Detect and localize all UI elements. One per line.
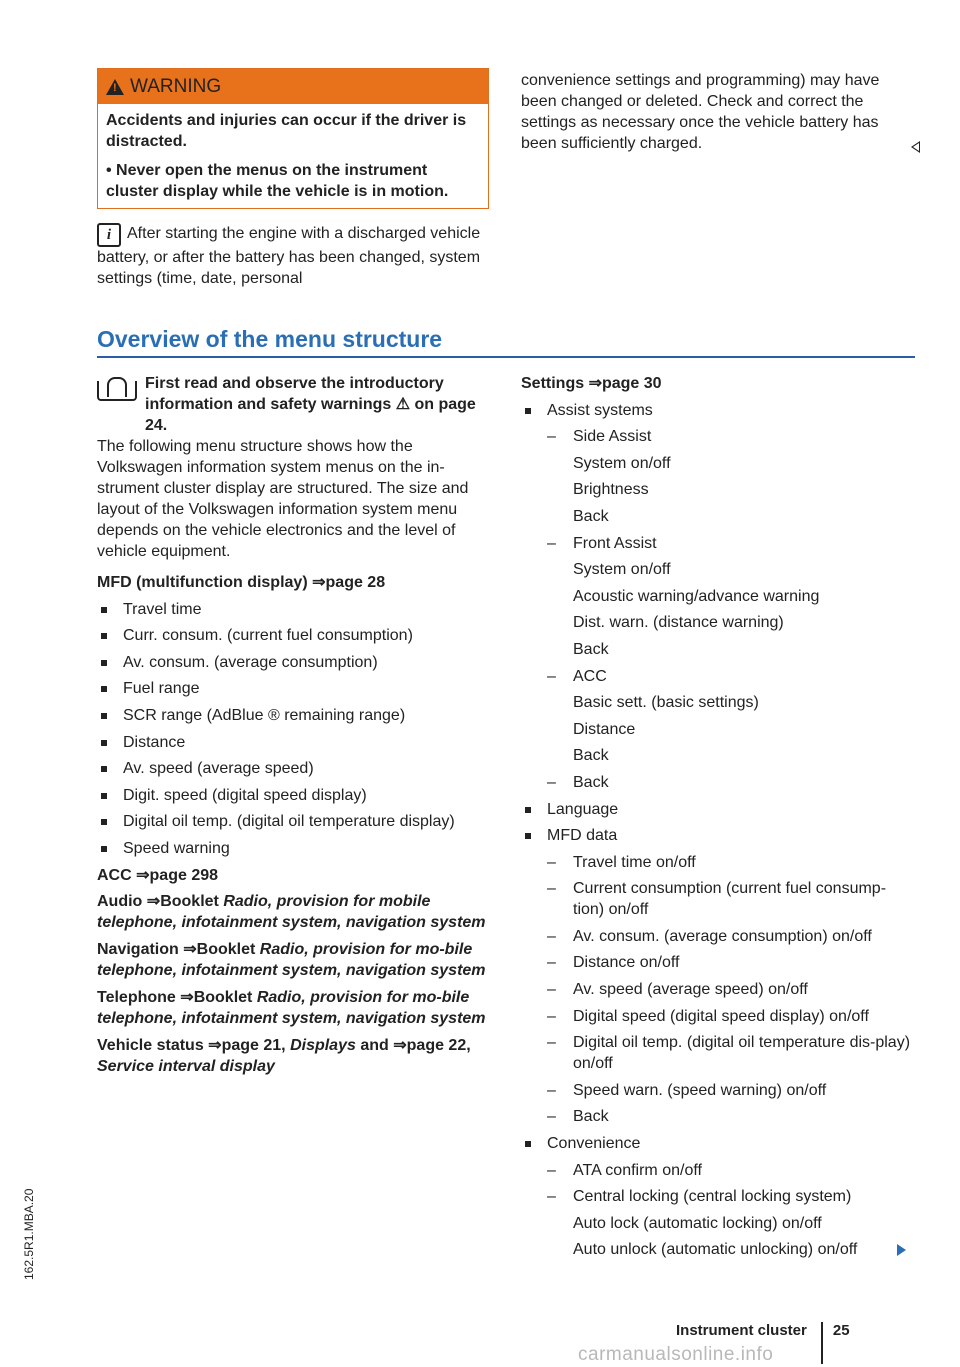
mfd-data-option: – Av. speed (average speed) on/off (521, 979, 916, 1000)
settings-heading-text: Settings (521, 375, 585, 392)
watermark: carmanualsonline.info (578, 1344, 774, 1365)
auto-unlock-option (521, 1239, 916, 1260)
assist-back-item: – Back (521, 772, 916, 793)
auto-lock-text: Auto lock (automatic locking) on/off (573, 1214, 822, 1232)
navigation-ref: ⇒Booklet (183, 940, 256, 958)
convenience-options (521, 1160, 916, 1208)
front-assist-option: Acoustic warning/advance warning (573, 587, 820, 605)
settings-list (521, 400, 916, 421)
auto-lock-option (521, 1213, 916, 1234)
continue-arrow-icon (897, 1244, 906, 1256)
mfd-data-option: – Current consumption (current fuel consump-tion) on/off (521, 878, 916, 920)
warning-line-2: • Never open the menus on the instrument cluster display while the vehicle is in motion. (106, 162, 449, 200)
vehicle-status-ref-1: ⇒page 21, (208, 1036, 286, 1054)
info-note-text: After starting the engine with a discharged vehicle battery, or after the battery has been changed, system settings (time, date, personal (97, 225, 481, 287)
mfd-list (97, 599, 492, 859)
intro-warning (97, 373, 492, 436)
side-code: 162.5R1.MBA.20 (22, 1188, 36, 1280)
left-top-column (97, 68, 490, 289)
warning-triangle-icon (106, 79, 124, 95)
vehicle-status-heading-text: Vehicle status (97, 1036, 204, 1054)
navigation-heading (97, 939, 492, 981)
mfd-data-item: MFD data (521, 825, 916, 846)
mfd-data-options (521, 852, 916, 1128)
auto-unlock-text: Auto unlock (automatic unlocking) on/off (573, 1241, 858, 1259)
audio-ref: ⇒Booklet (146, 892, 219, 910)
mfd-data-option: – Travel time on/off (521, 852, 916, 873)
vehicle-status-title-1: Displays (290, 1036, 356, 1054)
mfd-item: Speed warning (97, 838, 492, 859)
warning-title: WARNING (130, 75, 222, 97)
book-icon (97, 377, 137, 403)
mfd-heading-text: MFD (multifunction display) (97, 574, 308, 591)
footer-label: Instrument cluster (676, 1322, 807, 1339)
mfd-item: SCR range (AdBlue ® remaining range) (97, 705, 492, 726)
mfd-item: Av. consum. (average consumption) (97, 652, 492, 673)
acc-options (521, 692, 916, 766)
info-note-continued: convenience settings and programming) may have been changed or deleted. Check and correct the settings as necessary once the vehicle battery has been sufficiently charged. (521, 72, 880, 152)
convenience-list (521, 1133, 916, 1154)
info-note (97, 223, 490, 289)
acc-list (521, 666, 916, 687)
navigation-heading-text: Navigation (97, 940, 179, 958)
telephone-heading-text: Telephone (97, 988, 176, 1006)
acc-option: Basic sett. (basic settings) (573, 694, 759, 712)
front-assist-options (521, 559, 916, 660)
mfd-item: Travel time (97, 599, 492, 620)
telephone-heading (97, 987, 492, 1029)
vehicle-status-ref-2: ⇒page 22, (393, 1036, 471, 1054)
telephone-ref: ⇒Booklet (180, 988, 253, 1006)
mfd-item: Digit. speed (digital speed display) (97, 785, 492, 806)
audio-heading (97, 891, 492, 933)
side-assist-item: – Side Assist (521, 426, 916, 447)
side-assist-options (521, 453, 916, 527)
front-assist-option: Dist. warn. (distance warning) (573, 614, 784, 632)
warning-header (98, 69, 488, 104)
section-title: Overview of the menu structure (97, 326, 443, 352)
front-assist-option: Back (573, 640, 609, 658)
convenience-option: – ATA confirm on/off (521, 1160, 916, 1181)
language-list (521, 799, 916, 847)
mfd-data-option: – Digital speed (digital speed display) on/off (521, 1006, 916, 1027)
section-rule (97, 356, 915, 358)
convenience-item: Convenience (521, 1133, 916, 1154)
end-marker-icon (911, 141, 920, 153)
intro-bold-text: First read and observe the introductory information and safety warnings ⚠ on page 24. (145, 375, 476, 434)
right-top-column (521, 70, 916, 154)
settings-ref: ⇒page 30 (588, 375, 662, 392)
vehicle-status-and: and (360, 1036, 389, 1054)
assist-sublist (521, 426, 916, 447)
mfd-item: Distance (97, 732, 492, 753)
end-of-section-marker (900, 137, 920, 157)
assist-systems-item: Assist systems (521, 400, 916, 421)
side-assist-option: Brightness (573, 481, 649, 499)
info-icon: i (97, 223, 121, 247)
intro-text: The following menu structure shows how the Volkswagen information system menus on the in-strument cluster display are structured. The size and layout of the Volkswagen information system menu depends on the vehicle electronics and the level of vehicle equipment. (97, 438, 469, 560)
warning-box (97, 68, 489, 209)
side-assist-option: Back (573, 507, 609, 525)
mfd-data-option: – Av. consum. (average consumption) on/off (521, 926, 916, 947)
mfd-data-option: – Digital oil temp. (digital oil temperature dis-play) on/off (521, 1032, 916, 1074)
telephone-title: Radio, provision for mo-bile telephone, infotainment system, navigation system (97, 988, 486, 1027)
front-assist-list (521, 533, 916, 554)
mfd-item: Curr. consum. (current fuel consumption) (97, 625, 492, 646)
mfd-item: Fuel range (97, 678, 492, 699)
warning-line-1: Accidents and injuries can occur if the driver is distracted. (106, 112, 467, 150)
audio-title: Radio, provision for mobile telephone, infotainment system, navigation system (97, 892, 486, 931)
acc-item: – ACC (521, 666, 916, 687)
lower-right-column (521, 373, 916, 1260)
assist-back-list (521, 772, 916, 793)
lower-left-column (97, 373, 492, 1077)
mfd-data-option: – Distance on/off (521, 952, 916, 973)
warning-body (98, 104, 488, 208)
audio-heading-text: Audio (97, 892, 143, 910)
language-item: Language (521, 799, 916, 820)
side-assist-option: System on/off (573, 454, 671, 472)
acc-heading-text: ACC (97, 866, 132, 884)
mfd-item: Av. speed (average speed) (97, 758, 492, 779)
footer-divider (821, 1322, 823, 1364)
settings-heading (521, 373, 916, 394)
mfd-heading (97, 572, 492, 593)
acc-option: Back (573, 747, 609, 765)
mfd-item: Digital oil temp. (digital oil temperature display) (97, 811, 492, 832)
navigation-title: Radio, provision for mo-bile telephone, infotainment system, navigation system (97, 940, 486, 979)
convenience-option: – Central locking (central locking system) (521, 1186, 916, 1207)
vehicle-status-title-2: Service interval display (97, 1057, 275, 1075)
acc-ref: ⇒page 298 (136, 866, 219, 884)
mfd-ref: ⇒page 28 (312, 574, 386, 591)
mfd-data-option: – Speed warn. (speed warning) on/off (521, 1080, 916, 1101)
acc-option: Distance (573, 720, 636, 738)
mfd-data-option: – Back (521, 1106, 916, 1127)
acc-heading (97, 865, 492, 886)
front-assist-option: System on/off (573, 561, 671, 579)
vehicle-status-heading (97, 1035, 492, 1077)
front-assist-item: – Front Assist (521, 533, 916, 554)
page-number: 25 (832, 1322, 850, 1339)
